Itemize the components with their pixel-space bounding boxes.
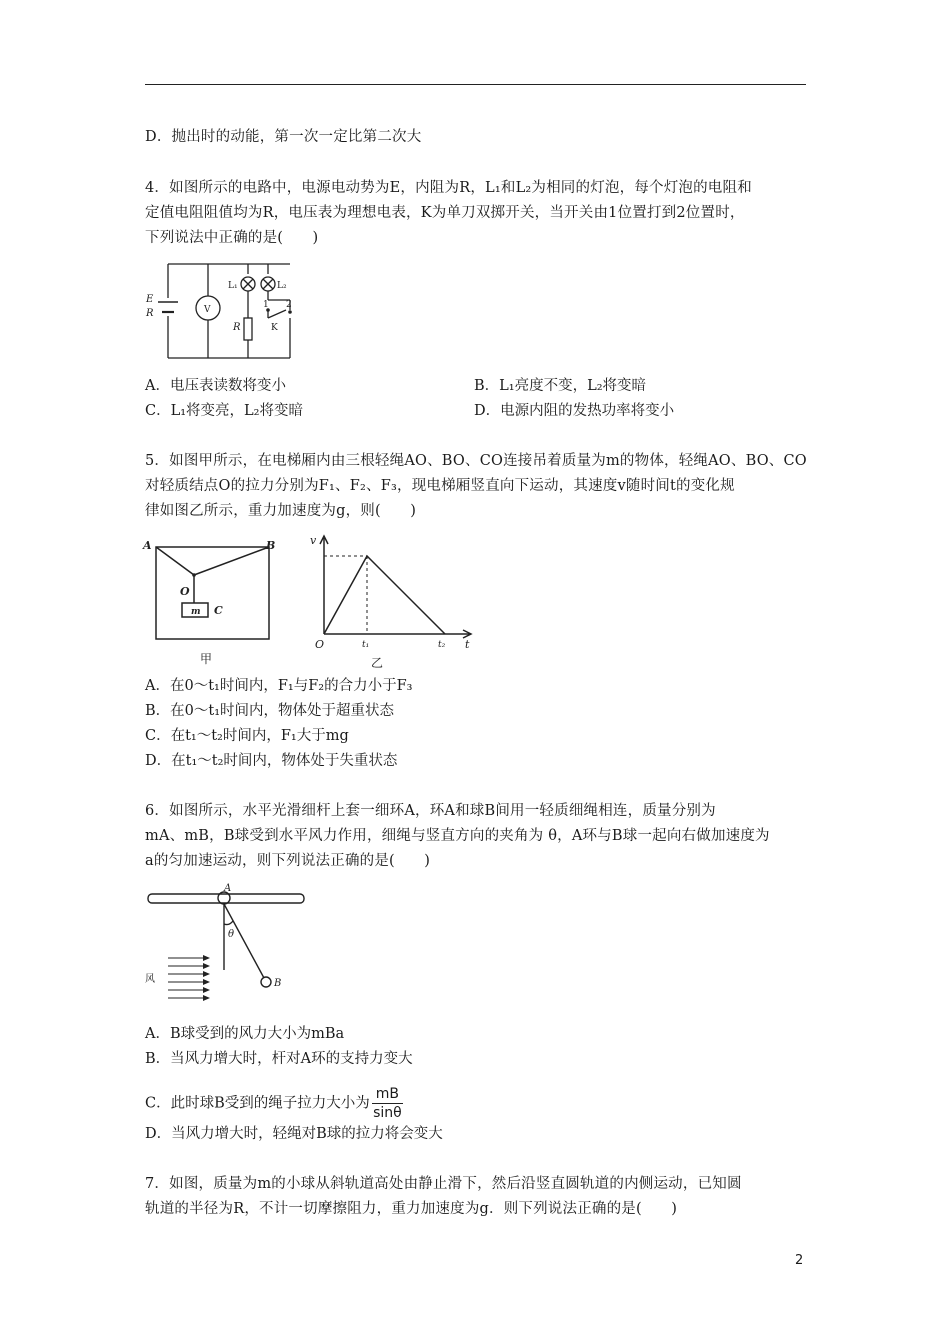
q5-graph-origin-label: O — [315, 638, 325, 651]
q6-option-a: A．B球受到的风力大小为mBa — [145, 1026, 345, 1042]
q6-fig-a-label: A — [224, 883, 232, 894]
q5-graph-t1-label: t₁ — [362, 640, 370, 650]
q4-option-c: C．L₁将变亮，L₂将变暗 — [145, 403, 303, 419]
q4-fig-k-label: K — [271, 323, 278, 333]
q4-fig-e-label: E — [146, 294, 154, 305]
q5-fig-c-label: C — [214, 604, 223, 617]
q4-circuit-figure — [140, 258, 310, 368]
q6-option-c-fraction — [372, 1086, 403, 1121]
q4-fig-l2-label: L₂ — [277, 281, 287, 291]
q4-stem-line-3: 下列说法中正确的是( ) — [145, 230, 319, 246]
q5-velocity-graph — [305, 530, 480, 675]
q4-fig-pos2-label: 2 — [286, 300, 292, 310]
q4-fig-l1-label: L₁ — [228, 281, 238, 291]
q5-option-d: D．在t₁～t₂时间内，物体处于失重状态 — [145, 753, 398, 769]
q7-stem-line-1: 7．如图，质量为m的小球从斜轨道高处由静止滑下，然后沿竖直圆轨道的内侧运动，已知圆 — [145, 1176, 742, 1192]
q4-option-d: D．电源内阻的发热功率将变小 — [474, 403, 675, 419]
q6-stem-line-2: mA、mB，B球受到水平风力作用，细绳与竖直方向的夹角为 θ，A环与B球一起向右做加速度为 — [145, 828, 770, 844]
q5-stem-line-1: 5．如图甲所示，在电梯厢内由三根轻绳AO、BO、CO连接吊着质量为m的物体，轻绳AO、BO、CO — [145, 453, 807, 469]
q4-stem-line-2: 定值电阻阻值均为R，电压表为理想电表，K为单刀双掷开关，当开关由1位置打到2位置时， — [145, 205, 745, 221]
q6-rod-ball-figure — [140, 880, 310, 1010]
q4-fig-pos1-label: 1 — [263, 300, 269, 310]
q4-option-b: B．L₁亮度不变，L₂将变暗 — [474, 378, 647, 394]
q5-fig-b-caption: 乙 — [371, 656, 384, 670]
q6-stem-line-1: 6．如图所示，水平光滑细杆上套一细环A，环A和球B间用一轻质细绳相连，质量分别为 — [145, 803, 716, 819]
q5-graph-t2-label: t₂ — [438, 640, 446, 650]
q5-option-b: B．在0～t₁时间内，物体处于超重状态 — [145, 703, 395, 719]
q5-fig-a-caption: 甲 — [200, 652, 213, 666]
q6-stem-line-3: a的匀加速运动，则下列说法正确的是( ) — [145, 853, 431, 869]
q6-fig-b-label: B — [274, 978, 282, 989]
q3-option-d: D．抛出时的动能，第一次一定比第二次大 — [145, 129, 422, 145]
q5-option-c: C．在t₁～t₂时间内，F₁大于mg — [145, 728, 349, 744]
q5-stem-line-2: 对轻质结点O的拉力分别为F₁、F₂、F₃，现电梯厢竖直向下运动，其速度v随时间t的变化规 — [145, 478, 735, 494]
q5-elevator-figure — [140, 533, 290, 673]
q5-option-a: A．在0～t₁时间内，F₁与F₂的合力小于F₃ — [145, 678, 413, 694]
q6-option-c-numerator: mB — [372, 1086, 403, 1104]
header-rule — [145, 84, 806, 85]
q6-fig-theta-label: θ — [228, 929, 235, 940]
page-number: 2 — [795, 1253, 804, 1268]
q6-option-c-denominator: sinθ — [373, 1105, 402, 1121]
q4-fig-voltmeter-label: V — [204, 305, 211, 315]
q4-fig-resistor-label: R — [233, 322, 241, 333]
q5-fig-a-label: A — [143, 539, 152, 552]
q7-stem-line-2: 轨道的半径为R，不计一切摩擦阻力，重力加速度为g．则下列说法正确的是( ) — [145, 1201, 678, 1217]
q5-fig-b-label: B — [266, 539, 276, 552]
q4-option-a: A．电压表读数将变小 — [145, 378, 286, 394]
q6-option-d: D．当风力增大时，轻绳对B球的拉力将会变大 — [145, 1126, 443, 1142]
q6-option-c — [145, 1086, 403, 1121]
q5-graph-t-label: t — [465, 638, 470, 651]
q5-fig-o-label: O — [180, 585, 190, 598]
q6-option-c-text: C．此时球B受到的绳子拉力大小为 — [145, 1095, 370, 1112]
q5-graph-v-label: v — [310, 534, 317, 547]
q4-stem-line-1: 4．如图所示的电路中，电源电动势为E，内阻为R，L₁和L₂为相同的灯泡，每个灯泡的电阻和 — [145, 180, 752, 196]
q5-fig-m-label: m — [191, 607, 201, 617]
q6-fig-wind-label: 风 — [145, 974, 155, 985]
q5-stem-line-3: 律如图乙所示，重力加速度为g，则( ) — [145, 503, 417, 519]
q4-fig-r-label: R — [146, 308, 154, 319]
q6-option-b: B．当风力增大时，杆对A环的支持力变大 — [145, 1051, 413, 1067]
